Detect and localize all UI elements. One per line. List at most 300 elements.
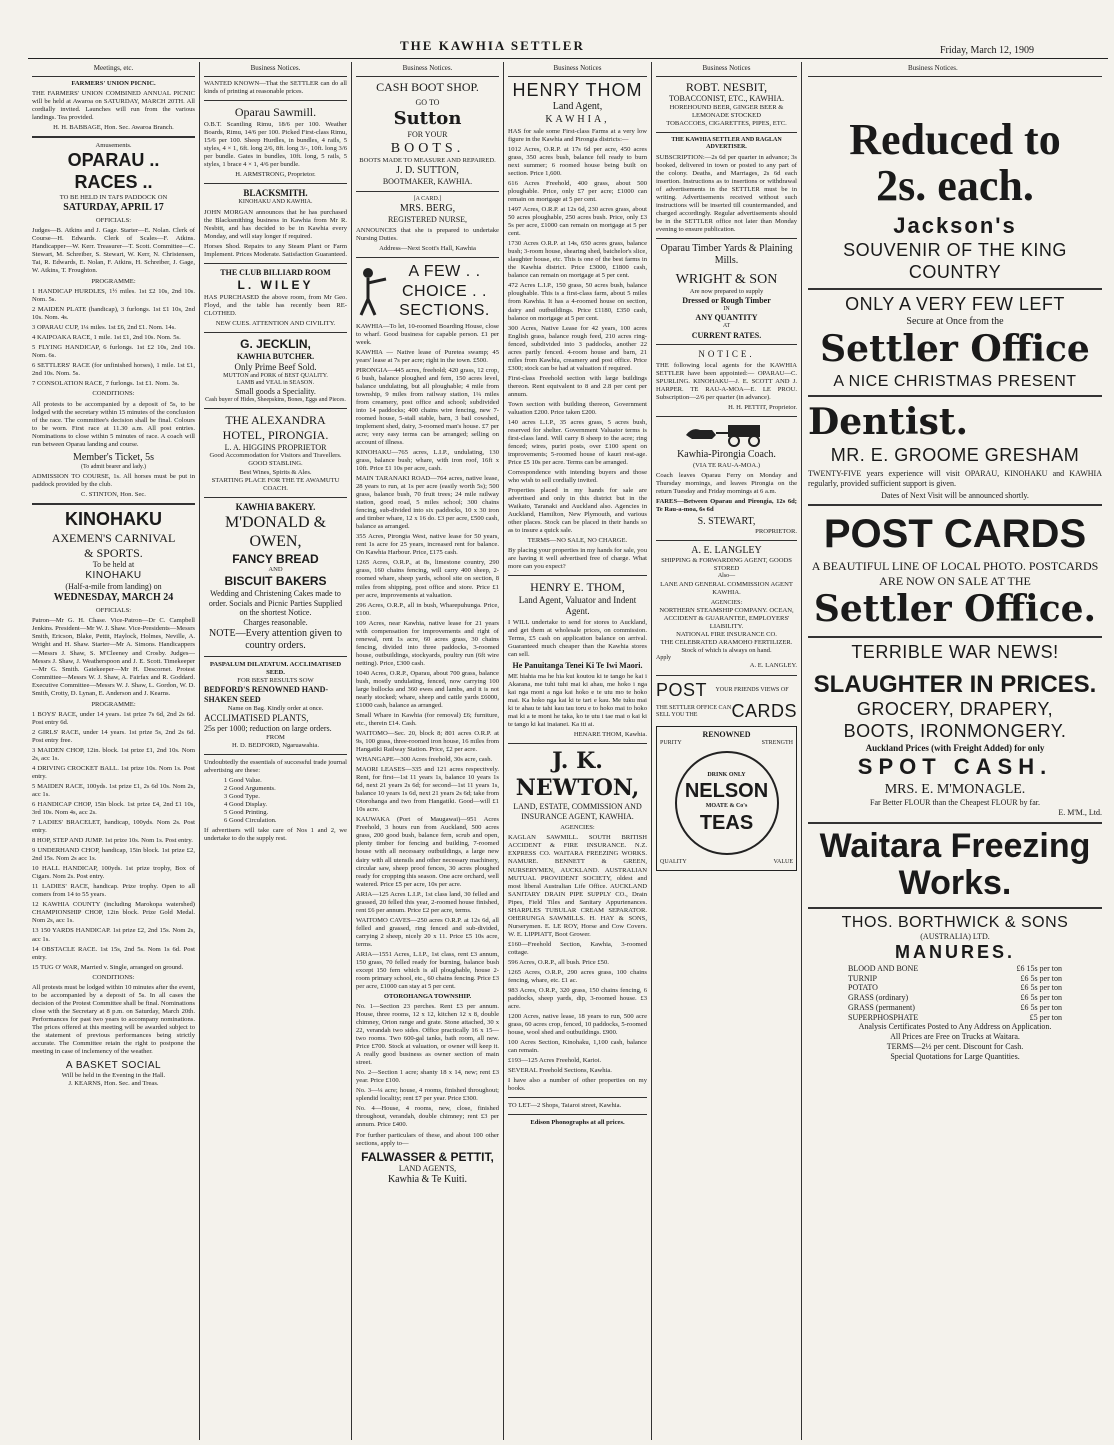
kinohaku-subtitle: AXEMEN'S CARNIVAL [51,531,176,546]
wiley-name: L. WILEY [237,277,314,292]
list-item: £160—Freehold Section, Kawhia, 3-roomed cottage. [508,940,647,956]
list-item: KAUWAKA (Port of Maugawai)—951 Acres Freehold, 3 hours run from Auckland, 500 acres grass, 200 good bush, balance fern, scrub and open, plenty timber for fencing and building, 7-roomed house with all necessary outbuildings, a large new dairy with all utensils and other necessary machinery, circular saw, sheep proof fences, 30 acres ploughed ready for cropping this season. One acre orchard, well watered. Price £5 per acre, 10s per acre. [356,816,499,888]
monagle: MRS. E. M'MONAGLE. [884,782,1026,798]
list-item: TERMS—NO SALE, NO CHARGE. [527,537,628,545]
langley-nfi: NATIONAL FIRE INSURANCE CO. [676,631,777,639]
bootmaker: BOOTMAKER, KAWHIA. [382,176,473,186]
thom2-name: HENRY E. THOM, [530,580,625,595]
list-item: 1012 Acres, O.R.P. at 17s 6d per acre, 450 acres grass, 350 acres bush, balance fell ready to burn next summer; 6 roomed house being built on section. Price 1,600. [508,145,647,178]
list-item: KINOHAKU—765 acres, L.I.P., undulating, 130 grass, balance bush; whare, with iron roof, 16ft x 10ft. Price £1 10s per acre, cash. [356,449,499,473]
programme-item: 3 MAIDEN CHOP, 12in. block. 1st prize £1, 2nd 10s. Nom 2s, acc 1s. [32,746,195,762]
office-text: THE SETTLER OFFICE CAN SELL YOU THE [656,705,732,719]
list-item: 1 Good Value. [224,776,262,784]
thom2-title: Land Agent, Valuator and Indent Agent. [518,595,637,617]
hotel-stabling: GOOD STABLING. [248,460,303,468]
column-heading: Business Notices. [808,62,1102,77]
thom-name: HENRY THOM [512,79,643,100]
column-business-6 [802,62,1108,1440]
divider [508,743,647,744]
maori-text: ME hiahia ma he hia kui koutou ki te tango he kai i Akarana, me tuhi tuhi mai ki ahau, me hoko i nga kai nga moni a nga kai hoko e te utu mo te hoko mai. Ka hoko nga kai ki te tari e kau. Me tuku mai ki te ahau te tahi kau tau toru e to hoko mai to hoko mai ki a te moni he taka, ko te utu i tae mai o kai ki te tango ki kai inaianei. Ka iti ai. [508,672,647,729]
programme-item: 6 HANDICAP CHOP, 15in block. 1st prize £4, 2nd £1 10s, 3rd 10s. Nom 4s, acc 2s. [32,801,195,817]
secure: Secure at Once from the [906,315,1004,327]
divider [656,132,797,133]
wright-6: CURRENT RATES. [691,330,762,340]
programme-item: 3 OPARAU CUP, 1¼ miles. 1st £6, 2nd £1. Nom. 14s. [32,324,176,332]
and-text: AND [268,566,283,574]
picnic-signature: H. H. BABBAGE, Hon. Sec. Awaroa Branch. [53,123,174,131]
settler-office: Settler Office [820,327,1090,370]
list-item: £193—125 Acres Freehold, Karioi. [508,1057,602,1065]
divider [656,238,797,239]
thom-title: Land Agent, [552,101,603,113]
blacksmith-title: BLACKSMITH. [243,188,308,199]
horse-coach-icon [682,421,772,447]
programme-item: 1 HANDICAP HURDLES, 1½ miles. 1st £2 10s, 2nd 10s. Nom. 5s. [32,288,195,304]
column-business-5 [652,62,802,1440]
list-item: MAIN TARANAKI ROAD—764 acres, native lease, 28 years to run, at 1s per acre (easily worth 5s); 500 grass, balance bush, 70 fruit trees; 24 mile railway station, good road, 5 miles school; 300 chains fencing, sub-divided into six paddocks, 10 x 30 iron and timber whare, 12 x 16 do. £3 per acre, £500 cash, balance as arranged. [356,475,499,531]
dentist-dates: Dates of Next Visit will be announced shortly. [881,490,1029,500]
manures: MANURES. [894,941,1015,962]
kinohaku-title: KINOHAKU [65,509,162,530]
sutton-full-name: J. D. SUTTON, [396,164,459,176]
nelson: NELSON [684,780,769,803]
divider [808,822,1102,824]
teas: TEAS [699,811,754,834]
nesbit-tobacco: TOBACCOES, CIGARETTES, PIPES, ETC. [666,119,787,127]
list-item: 983 Acres, O.R.P., 320 grass, 150 chains fencing, 6 paddocks, sheep yards, dip, 3-roomed house. £3 acre. [508,986,647,1011]
kinohaku-programme [32,711,195,972]
seed-heading: FOR BEST RESULTS SOW [237,677,314,685]
list-item: WAITOMO—Sec. 20, block 8; 801 acres O.R.P. at 9s, 100 grass, three-roomed iron house, 16 miles from Hangatiki Railway Station. Price, £2 per acre. [356,730,499,754]
programme-item: 8 HOP, STEP AND JUMP. 1st prize 10s. Nom 1s. Post entry. [32,837,193,845]
seed-note: Name on Bag. Kindly order at once. [227,704,324,712]
thom-list [508,146,647,572]
programme-item: 5 MAIDEN RACE, 100yds. 1st prize £1, 2s 6d 10s. Nom 2s, acc 1s. [32,782,195,799]
list-item: 2 Good Arguments. [224,784,276,792]
list-item: By placing your properties in my hands for sale, you are having it well advertised free of charge. What more can you expect? [508,547,647,571]
column-meetings [28,62,200,1440]
acclimatised-plants: ACCLIMATISED PLANTS, [204,712,309,723]
table-row [848,964,1062,974]
manure-name: GRASS (ordinary) [848,993,909,1003]
purity-row [660,740,793,747]
column-heading: Business Notices [656,62,797,77]
table-row [848,983,1062,993]
list-item: No. 4—House, 4 rooms, new, close, finished throughout, verandah, double chimney; rent £3 per annum. Price £400. [356,1105,499,1129]
berg-title: REGISTERED NURSE, [387,215,468,225]
kinohaku-programme-heading: PROGRAMME: [91,700,136,708]
quality-row [660,859,793,866]
borthwick: THOS. BORTHWICK & SONS [841,913,1069,931]
christmas: A NICE CHRISTMAS PRESENT [833,372,1077,390]
list-item: 3 Good Type. [224,792,260,800]
value: VALUE [773,859,793,866]
manure-name: SUPERPHOSPHATE [848,1012,919,1022]
divider [204,100,347,101]
divider [808,907,1102,909]
manure-price: £5 per ton [1029,1012,1062,1022]
dentist: Dentist. [808,401,969,444]
drink-only: DRINK ONLY [707,771,746,778]
amusements-heading: Amusements. [95,141,132,149]
divider [204,263,347,264]
langley-title: SHIPPING & FORWARDING AGENT, GOODS STORED [661,557,792,573]
langley-lane: LANE AND GENERAL COMMISSION AGENT KAWHIA. [660,580,793,596]
blacksmith-text: JOHN MORGAN announces that he has purchased the Blacksmithing business in Kawhia from Mr R. Nesbitt, and has decided to be in Kawhia every Monday, and will stay longer if required. [204,208,347,240]
list-item: 100 Acres Section, Kinohaku, 1,100 cash, balance can remain. [508,1039,647,1055]
coach-fares: FARES—Between Oparau and Pirongia, 12s 6d; Te Rau-a-moa, 6s 6d [656,497,797,513]
timber-title: Oparau Timber Yards & Plaining Mills. [660,242,793,267]
wright-4: ANY QUANTITY [695,313,758,323]
social-text: Will be held in the Evening in the Hall. [61,1072,166,1080]
divider [808,636,1102,638]
borthwick-sub: (AUSTRALIA) LTD. [920,932,990,942]
officials-heading: OFFICIALS: [95,216,132,224]
dentist-text: TWENTY-FIVE years experience will visit OPARAU, KINOHAKU and KAWHIA regularly, provided sufficient support is given. [808,469,1102,488]
war-news: TERRIBLE WAR NEWS! [851,642,1059,663]
divider [356,191,499,192]
settler-heading: THE KAWHIA SETTLER AND RAGLAN ADVERTISER. [671,137,782,151]
table-row [848,974,1062,984]
manure-price: £6 5s per ton [1020,1002,1062,1012]
thom2-text: I WILL undertake to send for stores to Auckland, and get them at wholesale prices, on commission. Terms, £5 cash on application balance on arrival. Guaranteed much cheaper than the Kawhia stores can sell. [508,619,647,659]
ticket-price: Member's Ticket, 5s [73,451,154,463]
list-item: First-class Freehold section with large buildings thereon. Rent equivalent to 8 and 2.8 per cent per annum. [508,374,647,398]
from-text: FROM [266,733,285,741]
races-signature: C. STINTON, Hon. Sec. [81,491,146,499]
list-item: ARIA—1551 Acres, L.I.P., 1st class, rent £3 annum, 150 grass, 70 felled ready for burning, balance bush except 150 fern which is all ploughable, house 2-room primary school, etc., 60 chains fencing. Price £3 per acre, £1000 can stay at 5 per cent. [356,950,499,990]
column-business-3 [352,62,504,1440]
admission-text: ADMISSION TO COURSE, 1s. All horses must be put in paddock provided by the club. [32,473,195,489]
divider [204,183,347,184]
two-shillings-each: 2s. each. [876,160,1034,210]
column-business-2 [200,62,352,1440]
kinohaku-subtitle-2: & SPORTS. [84,545,143,560]
list-item: KAWHIA — Native lease of Puretea swamp; 45 years' lease at 7s per acre; right in the town. £500. [356,348,499,364]
list-item: OTOROHANGA TOWNSHIP. [383,993,472,1001]
list-item: 1265 Acres, O.R.P., 290 acres grass, 100 chains fencing, whare, etc. £1 ac. [508,968,647,984]
sections-list [356,323,499,1148]
newton-title: LAND, ESTATE, COMMISSION AND INSURANCE AGENT, KAWHIA. [513,801,642,821]
list-item: Small Whare in Kawhia (for removal) £6; furniture, etc., therein £14. Cash. [356,711,499,728]
for-your: FOR YOUR [407,129,448,139]
newton-name: J. K. NEWTON, [515,748,640,802]
table-row [848,993,1062,1003]
divider [808,288,1102,290]
programme-item: 14 OBSTACLE RACE. 1st 15s, 2nd 5s. Nom 1s 6d. Post entry. [32,945,195,961]
lamb-veal: LAMB and VEAL in SEASON. [236,380,315,387]
sections-banner [356,262,499,321]
kinohaku-place: KINOHAKU [85,570,142,582]
bakery-owners: M'DONALD & OWEN, [224,513,327,551]
picnic-title: FARMERS' UNION PICNIC. [71,79,156,87]
programme-item: 2 GIRLS' RACE, under 14 years. 1st prize 5s, 2nd 2s 6d. Post entry free. [32,728,195,744]
list-item: Properties placed in my hands for sale are advertised and only in this district but in the Waikato, Taranaki and Auckland also. Agencies in Auckland, Hamilton, New Plymouth, and various other places. Stock can be placed in their hands so as to insure a quick sale. [508,487,647,535]
boots-text: BOOTS. [390,140,465,156]
choice: CHOICE . . [401,282,487,300]
column-heading: Business Notices. [356,62,499,77]
jacksons: Jackson's [893,212,1017,238]
list-item: PIRONGIA—445 acres, freehold; 420 grass, 12 crop, 6 bush, balance ploughed and fern, 150 acres level, balance undulating, but all ploughable; 4 mile from township, 9 miles from railway station, 1¼ miles from creamery, post office and school; subdivided into 14 paddocks; 400 chains wire fencing, new 7-roomed house, 5-stall stable, barn, 3 bail cowshed, implement shed, dairy, 3-roomed man's house. £7 per acre; very easy terms can be arranged; selling on account of illness. [356,366,499,446]
newspaper-title: THE KAWHIA SETTLER [400,38,585,53]
langley-signature: A. E. LANGLEY. [749,662,797,670]
sawmill-title: Oparau Sawmill. [234,104,317,119]
to-let: TO LET—2 Shops, Taiaroi street, Kawhia. [508,1102,622,1110]
kinohaku-date: WEDNESDAY, MARCH 24 [53,592,174,604]
list-item: 1200 Acres, native lease, 18 years to run, 500 acre grass, 60 acres crop, fenced, 10 paddocks, 5-roomed house, wool shed and outbuildings. £900. [508,1013,647,1037]
coach-text: Coach leaves Oparau Ferry on Monday and Thursday mornings, and leaves Pirongia on the return Tuesday and Friday mornings at 6 a.m. [656,471,797,495]
bakery-title: KAWHIA BAKERY. [235,501,316,512]
go-to: GO TO [415,98,440,108]
boots-iron: BOOTS, IRONMONGERY. [843,721,1067,742]
sawmill-prices: O.B.T. Scantling Rimu, 18/6 per 100. Weather Boards, Rimu, 14/6 per 100. Picked First-class Rimu, 15/6 per 100. Sheep Hurdles, in bundles, 4 rails, 5 styles, 4 × 1, 6ft. long 2/6, 8ft. long 3/-, 10ft. long 3/6 per bundle. Gates in bundles, 10ft. long, 5 rails, 5 styles, 1 brace 4 × 1, 4/6 per bundle. [204,121,347,169]
advertising-end: If advertisers will take care of Nos 1 and 2, we undertake to do the supply rest. [204,826,347,842]
kinohaku-conditions: All protests must be lodged within 10 minutes after the event, to be accompanied by a deposit of 5s. In all cases the decision of the Protest Committee shall be final. Nominations close with the Secretary at 8 p.m. on Saturday, March 20th. Performances for past two years to accompany nominations. The prices offered at this meeting will be awarded subject to the statement of previous performances being strictly accurate. The Committee retain the right to postpone the meeting in case of inclemency of the weather. [32,983,195,1055]
advertising-text: Undoubtedly the essentials of successful trade journal advertising are these: [204,758,347,774]
renowned: RENOWNED [702,730,751,740]
slaughter: SLAUGHTER IN PRICES. [813,671,1097,699]
coach-subtitle: (VIA TE RAU-A-MOA.) [692,461,761,469]
list-item: 140 acres L.I.P., 35 acres grass, 5 acres bush, reserved for shelter. Government Valuator terms is first-class land. Will carry 8 sheep to the acre; ring fenced; wires, puriri posts, over £100 spent on improvements; 5-roomed house of kauri rest-age. Price £5 10s per acre. Terms can be arranged. [508,418,647,467]
manure-price: £6 5s per ton [1020,983,1062,993]
prime-beef: Only Prime Beef Sold. [234,361,317,372]
your-friends: YOUR FRIENDS VIEWS OF [715,686,789,693]
hotel-title: THE ALEXANDRA HOTEL, PIRONGIA. [222,413,329,443]
social-signature: J. KEARNS, Hon. Sec. and Treas. [68,1080,159,1088]
kinohaku-officials: Patron—Mr G. H. Chase. Vice-Patron—Dr C. Campbell Jenkins. President—Mr W. J. Shaw. Vice-Presidents—Messrs Smith, Ericson, Blake, Pettit, Haylock, Holmes, Neville, A. Wright and H. Shaw. Starter—Mr A. Simons. Handicappers—Messrs J. Shaw, S. M'Cleeney and Crosby. Judges—Messrs J. Shaw, J. Weatherspoon and J. E. Scott. Timekeeper—Mr G. Smith. Gatekeeper—Mr H. Descornet. Protest Committee—Messrs W. J. Shaw, A. Fairfax and R. Goddard. Executive Committee—Messrs W. J. Shaw, L. Gordon, W. D. Smith, Crotty, D. Lynan, E. Anderson and J. Kearns. [32,617,195,697]
free-trucks: All Prices are Free on Trucks at Waitara. [890,1032,1020,1042]
bedford-signature: H. D. BEDFORD, Ngaruawahia. [232,741,319,749]
hotel-proprietor: L. A. HIGGINS PROPRIETOR [224,442,327,452]
manure-price: £6 5s per ton [1020,993,1062,1003]
bedford-seed: BEDFORD'S RENOWNED HAND-SHAKEN SEED [204,685,329,705]
berg-address: Address—Next Scott's Hall, Kawhia [379,244,476,252]
agencies-heading: AGENCIES: [560,824,595,832]
programme-item: 5 FLYING HANDICAP, 6 furlongs. 1st £2 10s, 2nd 10s. Nom. 6s. [32,344,195,360]
post-text: POST [656,679,708,700]
list-item: 1497 Acres, O.R.P. at 12s 6d, 230 acres grass, about 50 acres ploughable, 250 acres bush. Price, only £3 5s per acre, £1000 can remain on mortgage at 5 per cent. [508,206,647,238]
jecklin-name: G. JECKLIN, [240,337,311,352]
langley-agencies-heading: AGENCIES: [710,599,743,606]
list-item: WAITOMO CAVES—250 acres O.R.P. at 12s 6d, all felled and grassed, ring fenced and sub-divided, carrying 2 sheep, nicely 20 x 11. Price £5 10s acre, terms. [356,916,499,948]
manure-price: £6 5s per ton [1020,973,1062,983]
notice-heading: NOTICE. [698,349,755,360]
falwasser-name: FALWASSER & PETTIT, [361,1149,494,1164]
divider [32,503,195,505]
few-left: ONLY A VERY FEW LEFT [845,293,1065,314]
races-title-1: OPARAU .. [67,149,160,170]
agencies-list: KAGLAN SAWMILL. SOUTH BRITISH ACCIDENT & FIRE INSURANCE. N.Z. EXPRESS CO. WAITARA FREEZING WORKS. NAMURE. BENNETT & GREEN, NURSERYMEN, AUCKLAND. AUSTRALIAN MUTUAL PROVIDENT SOCIETY, oldest and most liberal Australian Life Office. AUCKLAND SANITARY DRAIN PIPE SUPPLY CO., Drain Pipes, Field Tiles and Sanitary Appurtenances. SHARPLES TUBULAR CREAM SEPARATOR. OHERUNGA SAWMILLS. H. HAY & SONS, Nurserymen. E. LE ROY, Horse and Cow Covers. W. E. LIPPIATT, Boot Grower. [508,834,647,938]
edison: Edison Phonographs at all prices. [530,1119,625,1127]
hides-text: Cash buyer of Hides, Sheepskins, Bones, Eggs and Pieces. [205,397,346,404]
races-location: TO BE HELD IN TAI'S PADDOCK ON [59,193,168,201]
postcards-ad-2 [656,701,797,723]
kawhia-te-kuiti: Kawhia & Te Kuiti. [387,1173,468,1185]
small-goods: Small goods a Speciality. [235,387,316,397]
maori-heading: He Panuitanga Tenei Ki Te Iwi Maori. [512,661,643,671]
programme-item: 9 UNDERHAND CHOP, handicap, 15in block. 1st prize £2, 2nd 15s. Nom 2s acc 1s. [32,847,195,863]
hotel-accommodation: Good Accommodation for Visitors and Travellers. [209,452,342,460]
reduced-to: Reduced to [849,114,1061,164]
programme-item: 12 KAWHIA COUNTY (including Marokopa watershed) CHAMPIONSHIP CHOP, 12in block. Prize Gold Medal. Nom 2s, acc 1s. [32,901,195,925]
programme-item: 13 150 YARDS HANDICAP. 1st prize £2, 2nd 15s. Nom 2s, acc 1s. [32,927,195,943]
divider [204,408,347,409]
list-item: 5 Good Printing. [224,808,269,816]
list-item: KAWHIA—To let, 10-roomed Boarding House, close to wharf. Good business for capable person. £1 per week. [356,322,499,346]
special-quotes: Special Quotations for Large Quantities. [890,1051,1020,1061]
list-item: 300 Acres, Native Lease for 42 years, 100 acres English grass, balance rough feed, 210 acres ring-fenced, subdivided into 3 paddocks, another 22 acres partly fenced. 4-room house and barn, 21 miles from Kawhia, creamery and post office. Price £300; stock can be had at valuation if required. [508,324,647,372]
divider [204,332,347,333]
wiley-text: HAS PURCHASED the above room, from Mr Geo. Floyd, and the table has recently been RE-CLOTHED. [204,294,347,318]
divider [356,257,499,258]
billiard-title: THE CLUB BILLIARD ROOM [220,267,331,277]
purity: PURITY [660,740,682,747]
blacksmith-text-2: Horses Shod. Repairs to any Steam Plant or Farm Implement. Prices Moderate. Satisfaction Guaranteed. [204,242,347,258]
souvenir: SOUVENIR OF THE KING COUNTRY [843,239,1067,282]
programme-item: 10 HALL HANDICAP, 100yds. 1st prize trophy, Box of Cigars. Nom 2s. Post entry. [32,865,195,881]
table-row [848,1003,1062,1013]
manure-name: BLOOD AND BONE [848,963,919,973]
list-item: Correspondence with intending buyers and those who wish to sell cordially invited. [508,469,647,485]
list-item: 6 Good Circulation. [224,816,277,824]
divider [204,656,347,657]
conditions-heading: CONDITIONS: [92,390,135,398]
divider [808,395,1102,397]
strength: STRENGTH [761,740,793,747]
biscuit-bakers: BISCUIT BAKERS [224,574,327,589]
terms: TERMS—2½ per cent. Discount for Cash. [886,1041,1024,1051]
hotel-wines: Best Wines, Spirits & Ales. [239,468,312,476]
waitara: Waitara Freezing Works. [819,826,1091,903]
wright-5: AT [722,323,731,330]
divider [808,504,1102,506]
races-title-2: RACES .. [74,171,153,192]
paspalum-title: PASPALUM DILATATUM. ACCLIMATISED SEED. [209,661,342,677]
kinohaku-officials-heading: OFFICIALS: [95,607,132,615]
langley-aramoho: THE CELEBRATED ARAMOHO FERTILIZER. [660,639,793,647]
picnic-text: THE FARMERS' UNION COMBINED ANNUAL PICNIC will be held at Awaroa on SATURDAY, MARCH 20TH. All cordially invited. Launches will run from the various landings. Tea provided. [32,89,195,121]
nesbit-beer: HOREHOUND BEER, GINGER BEER & LEMONADE STOCKED [669,103,784,119]
mm: E. M'M., Ltd. [1058,808,1102,818]
column-heading: Meetings, etc. [32,62,195,77]
divider [656,540,797,541]
nesbit-title: TOBACCONIST, ETC., KAWHIA. [668,94,785,104]
post-cards: POST CARDS [823,512,1087,557]
kinohaku-conditions-heading: CONDITIONS: [92,973,135,981]
sawmill-signature: H. ARMSTRONG, Proprietor. [235,171,316,179]
seed-price: 25s per 1000; reduction on large orders. [204,723,332,733]
programme-heading: PROGRAMME: [91,278,136,286]
postcards-ad [656,680,797,702]
cards-text: CARDS [731,701,797,722]
conditions-text: All protests to be accompanied by a deposit of 5s, to be lodged with the secretary within 15 minutes of the conclusion of the race. The committee's decision shall be final. Colours to be worn. First race at 11.30 a.m. All post entries. Nominations to close within 5 minutes of race. A coach will run between Oparau landing and course. [32,400,195,448]
list-item: No. 3—¼ acre; house, 4 rooms, finished throughout; splendid locality; rent £7 per year. Price £300. [356,1087,499,1103]
divider [656,416,797,417]
nesbit-name: ROBT. NESBIT, [685,79,768,94]
land-agents: LAND AGENTS, [398,1164,457,1174]
ticket-note: (To admit bearer and lady.) [81,463,146,470]
thom-intro: HAS for sale some First-class Farms at a very low figure in the Kawhia and Pirongia districts:— [508,127,647,143]
list-item: 355 Acres, Pirongia West, native lease for 50 years, rent 1s acre for 25 years, increased rent for balance. On Kawhia Harbour. Price, £175 cash. [356,533,499,557]
card-label: [A CARD.] [413,195,442,202]
divider [204,497,347,498]
cues-text: NEW CUES. ATTENTION AND CIVILITY. [215,320,336,328]
programme-item: 2 MAIDEN PLATE (handicap), 3 furlongs. 1st £1 10s, 2nd 10s. Nom. 4s. [32,306,195,322]
programme-item: 6 SETTLERS' RACE (for unfinished horses), 1 mile. 1st £1, 2nd 10s. Nom. 5s. [32,362,195,378]
langley-apply: Apply [656,655,671,662]
sections: SECTIONS. [399,302,490,320]
programme-item: 4 KAIPOAKA RACE, 1 mile. 1st £1, 2nd 10s. Nom. 5s. [32,334,181,342]
wright-1: Are now prepared to supply [689,288,764,296]
programme-item: 15 TUG O' WAR, Married v. Single, arranged on ground. [32,963,184,971]
list-item: 1040 Acres, O.R.P., Oparau, about 700 grass, balance bush, mostly undulating, fenced, now carrying 100 large bullocks and 360 ewes and lambs, and it is not nearly stocked; whare, sheep and cattle yards £6000, £1000 cash, balance as arranged. [356,669,499,709]
mutton-pork: MUTTON and PORK of BEST QUALITY. [223,372,328,379]
list-item: 296 Acres, O.R.P., all in bush, Wharepuhunga. Price, £100. [356,601,499,617]
settler-terms: SUBSCRIPTION:—2s 6d per quarter in advance; 3s booked, delivered in town or posted to any part of the colony. Deaths, and Marriages, 2s 6d each insertion. Instructions as to insertions or withdrawal of advertisements in the SETTLER must be in writing. Advertisements received without such instructions will be inserted till countermanded, and charged accordingly. Regular advertisements should be in the SETTLER office not later than Monday evening to ensure publication. [656,153,797,233]
kinohaku-note: (Half-a-mile from landing) on [65,582,162,592]
list-item: SEVERAL Freehold Sections, Kawhia. [508,1067,612,1075]
programme-item: 4 DRIVING CROCKET BALL. 1st prize 10s. Nom 1s. Post entry. [32,764,195,780]
charges-text: Charges reasonable. [243,618,308,628]
programme-list [32,288,195,388]
butcher-title: KAWHIA BUTCHER. [236,352,315,362]
nelson-teas-ad [656,726,797,870]
manure-name: TURNIP [848,973,877,983]
hotel-coach: STARTING PLACE FOR THE TE AWAMUTU COACH. [211,476,340,492]
blacksmith-subtitle: KINOHAKU AND KAWHIA. [238,199,313,206]
berg-name: MRS. BERG, [399,202,456,214]
moate: MOATE & Co's [705,803,748,810]
programme-item: 7 CONSOLATION RACE, 7 furlongs. 1st £1. Nom. 3s. [32,380,180,388]
social-title: A BASKET SOCIAL [65,1059,162,1071]
manure-price: £6 15s per ton [1016,963,1062,973]
races-date: SATURDAY, APRIL 17 [63,201,164,213]
a-few: A FEW . . [408,263,481,280]
advertising-list [204,777,347,825]
cash-boot-shop: CASH BOOT SHOP. [376,79,479,94]
list-item: 4 Good Display. [224,800,267,808]
column-heading: Business Notices [508,62,647,77]
list-item: 109 Acres, near Kawhia, native lease for 21 years with compensation for improvements and right of renewal, rent 1s acre, 60 acres grass, 30 chains fencing, divided into three paddocks, 3-roomed house, outbuildings, stockyards, poultry run (6ft wire netting). Price, £300 cash. [356,619,499,667]
divider [508,575,647,576]
issue-date: Friday, March 12, 1909 [940,45,1035,56]
beautiful-line: A BEAUTIFUL LINE OF LOCAL PHOTO. POSTCARDS ARE NOW ON SALE AT THE [811,559,1099,588]
flour: Far Better FLOUR than the Cheapest FLOUR by far. [870,798,1040,808]
list-item: I have also a number of other properties on my books. [508,1077,647,1093]
quality: QUALITY [660,859,687,866]
pointing-figure-icon [356,265,390,317]
manure-name: GRASS (permanent) [848,1002,915,1012]
sutton-name: Sutton [393,107,462,129]
boots-made: BOOTS MADE TO MEASURE AND REPAIRED. [359,156,496,164]
grocery: GROCERY, DRAPERY, [856,699,1054,720]
table-row [848,1013,1062,1023]
stewart-title: PROPRIETOR. [755,528,797,536]
fancy-bread: FANCY BREAD [232,551,319,566]
list-item: ARIA—125 Acres L.I.P., 1st class land, 30 felled and grassed, 20 felled this year, 2-roomed house finished, rent £6 per annum. Price £2 per acre, terms. [356,890,499,914]
list-item: 472 Acres L.I.P., 150 grass, 50 acres bush, balance ploughable. This is a first-class farm, about 5 miles from Kawhia. It has a 4-roomed house on section, dairy and outbuildings. Price £1180, £350 cash, balance on mortgage at 5 per cent. [508,282,647,322]
spot-cash: SPOT CASH. [857,754,1053,780]
newton-list [508,941,647,1094]
list-item: 1265 Acres, O.R.P., at 8s, limestone country, 290 grass, 160 chains fencing, will carry 400 sheep, 2-roomed whare, sheep yards, school site on section, 8 miles from shipping, post office and store. Price £1 per acre, improvements at valuation. [356,559,499,599]
notice-text: THE following local agents for the KAWHIA SETTLER have been appointed:— OPARAU—C. SPURLING. KINOHAKU—J. E. SCOTT AND J. HARPER. TE RAU-A-MOA—E. LE PROU. Subscription—2/6 per quarter (in advance). [656,362,797,402]
programme-item: 7 LADIES' BRACELET, handicap, 100yds. Nom 2s. Post entry. [32,819,195,835]
top-rule [28,58,1108,59]
list-item: For further particulars of these, and about 100 other sections, apply to— [356,1131,499,1147]
divider [508,1114,647,1115]
wedding-text: Wedding and Christening Cakes made to order. Socials and Picnic Parties Supplied on the shortest Notice. [208,588,343,618]
list-item: No. 1—Section 23 perches. Rent £3 per annum. House, three rooms, 12 x 12, kitchen 12 x 8, double chimney, Orion range and grate. Stone attached, 30 x 22, verandah two sides. Office practically 16 x 15—two rooms. Two 600-gal tanks, bath room, all new. Price £700. Stock at valuation, or owner will keep it. A really good business as owner section of main street. [356,1003,499,1067]
